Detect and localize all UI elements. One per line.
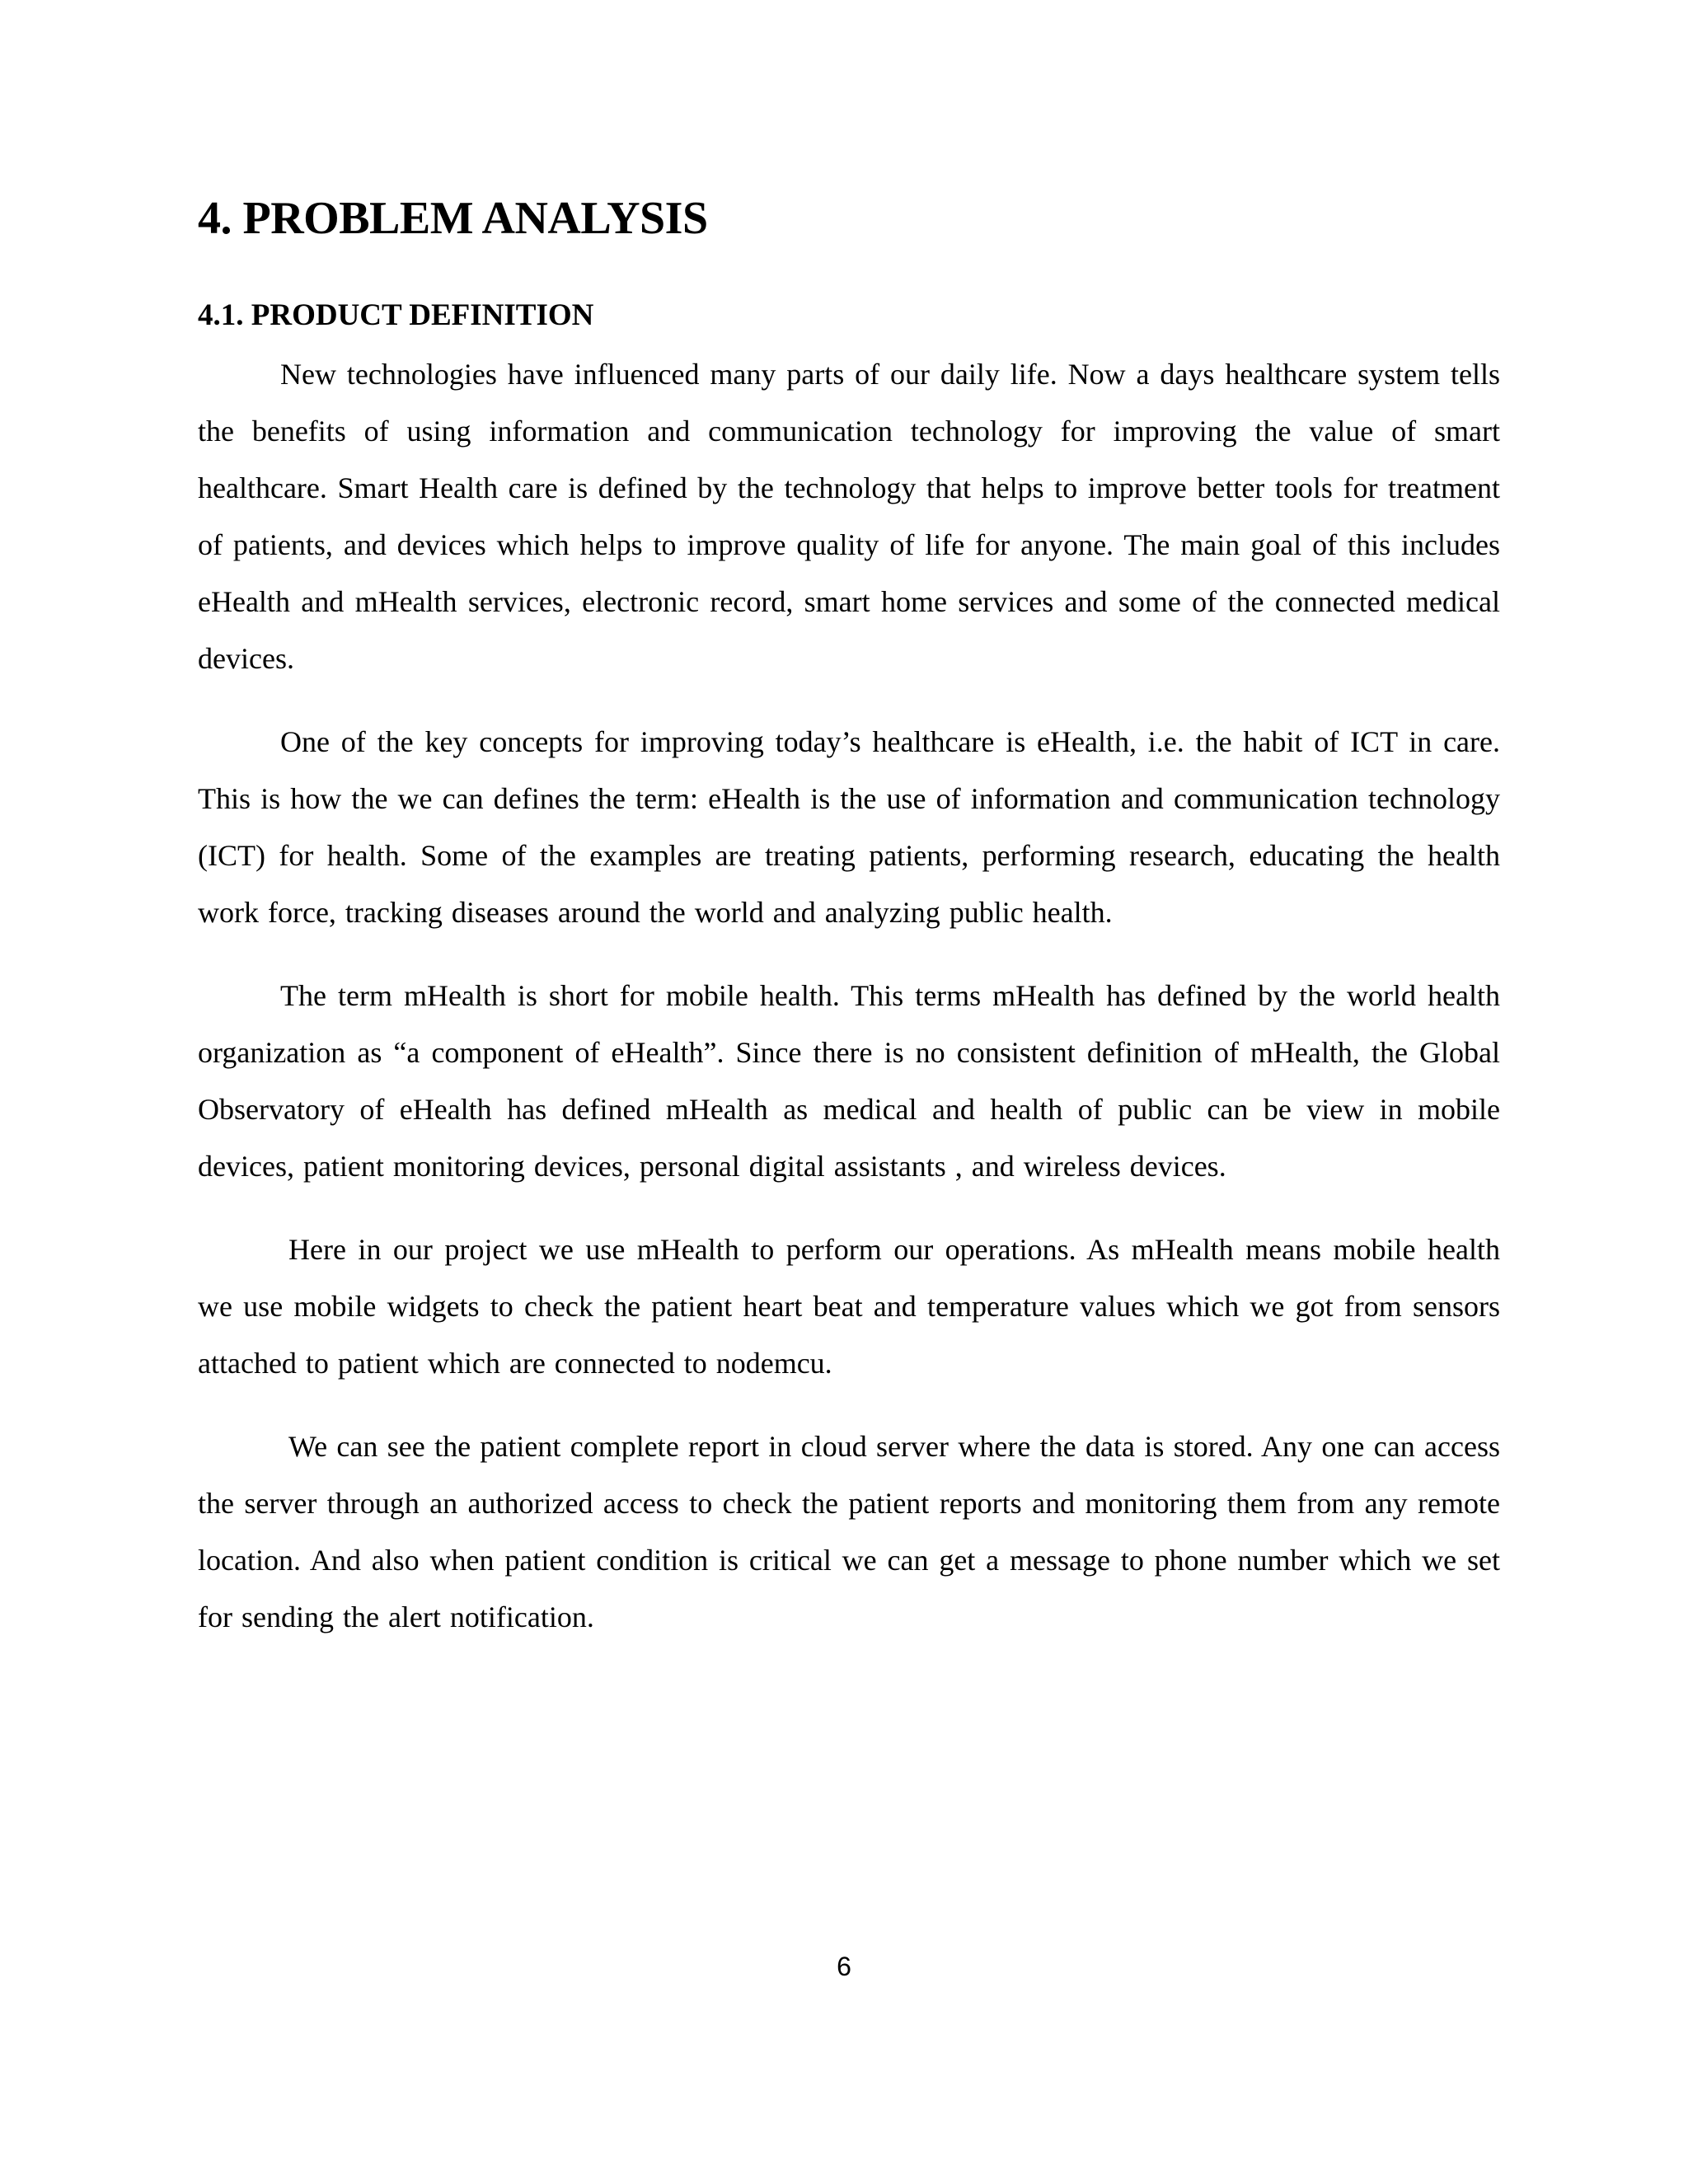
paragraph-cloud-server: We can see the patient complete report in cloud server where the data is stored. Any one can access the server through an authorized access to check the patient reports and monitoring them from any remote location. And also when patient condition is critical we can get a message to phone number which we set for sending the alert notification. (198, 1429, 1500, 1633)
paragraph-project-mhealth: Here in our project we use mHealth to perform our operations. As mHealth means mobile health we use mobile widgets to check the patient heart beat and temperature values which we got from sensors attached to patient which are connected to nodemcu. (198, 1232, 1500, 1380)
section-title: 4.1. PRODUCT DEFINITION (198, 298, 594, 333)
paragraph-mhealth: The term mHealth is short for mobile health. This terms mHealth has defined by the world health organization as “a component of eHealth”. Since there is no consistent definition of mHealth, the Global Observatory of eHealth has defined mHealth as medical and health of public can be view in mobile devices, patient monitoring devices, personal digital assistants , and wireless devices. (198, 978, 1500, 1183)
page-content (198, 191, 1500, 1646)
paragraph-product-definition: New technologies have influenced many parts of our daily life. Now a days healthcare system tells the benefits of using information and communication technology for improving the value of smart healthcare. Smart Health care is defined by the technology that helps to improve better tools for treatment of patients, and devices which helps to improve quality of life for anyone. The main goal of this includes eHealth and mHealth services, electronic record, smart home services and some of the connected medical devices. (198, 357, 1500, 675)
chapter-title: 4. PROBLEM ANALYSIS (198, 193, 708, 244)
paragraph-ehealth: One of the key concepts for improving today’s healthcare is eHealth, i.e. the habit of ICT in care. This is how the we can defines the term: eHealth is the use of information and communication technology (ICT) for health. Some of the examples are treating patients, performing research, educating the health work force, tracking diseases around the world and analyzing public health. (198, 724, 1500, 929)
page-number: 6 (837, 1952, 851, 1981)
